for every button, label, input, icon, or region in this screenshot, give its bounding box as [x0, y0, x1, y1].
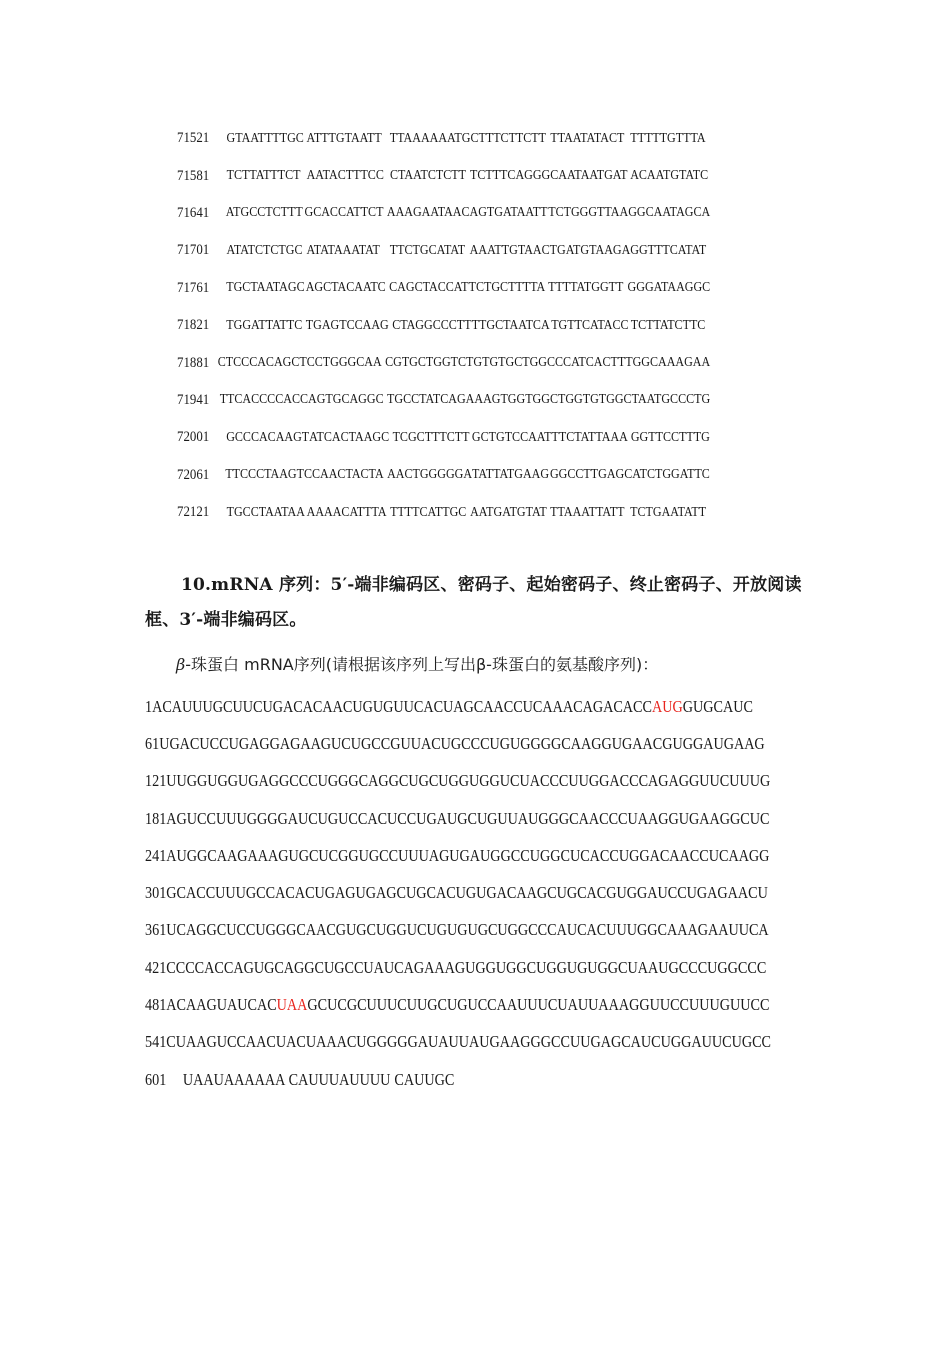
dna-row	[177, 270, 710, 307]
subtitle-text: -珠蛋白 mRNA序列(请根据该序列上写出β-珠蛋白的氨基酸序列)：	[185, 655, 659, 674]
dna-segment: TTAAATTATT	[550, 504, 625, 520]
mrna-segment: UGUGUUCACU	[352, 696, 454, 716]
dna-segment: AATGATGTAT	[470, 504, 547, 520]
dna-segment: CAGTGCAGGC	[299, 392, 384, 408]
mrna-segment: AGUGCUCGGU	[267, 845, 369, 865]
mrna-segment: UUGGACCCAG	[568, 771, 669, 791]
dna-segment: TCTTTCAGGG	[469, 168, 551, 184]
mrna-segment: CCUUUGUUCC	[670, 995, 770, 1015]
dna-segment: AAAGAATAAC	[386, 205, 470, 221]
mrna-position: 61	[145, 733, 160, 753]
dna-segment: CCAACTACTA	[303, 467, 384, 483]
dna-segment: ATCTGGATTC	[632, 467, 710, 483]
mrna-segment: CACACUGAGU	[265, 883, 366, 903]
mrna-segment: GGAUCUGUCC	[267, 808, 368, 828]
mrna-segment: GGGGGAUAUU	[366, 1032, 470, 1052]
mrna-segment: CUACUAAACU	[266, 1032, 367, 1052]
dna-segment: TATTATGAAG	[472, 467, 550, 483]
dna-row	[177, 457, 710, 494]
mrna-segment: UGGUCUACCC	[469, 771, 569, 791]
mrna-segment: GUGGAUGAAG	[662, 733, 765, 753]
dna-segment: TTAAAAAATG	[389, 130, 471, 146]
dna-row	[177, 307, 710, 344]
mrna-segment: ACUCCUGAUG	[367, 808, 468, 828]
dna-segment: TTTTCATTGC	[390, 504, 467, 520]
mrna-segment: AUGGCCUGGC	[469, 845, 570, 865]
dna-segment: ATATAAATAT	[306, 242, 380, 258]
mrna-segment: UGGUGGCUGG	[465, 957, 567, 977]
dna-segment: CAATAATGAT	[550, 168, 628, 184]
dna-segment: TTCTATTAAA	[551, 429, 628, 445]
dna-segment: AGCTACAATC	[305, 280, 386, 296]
dna-segment: AATACTTTCC	[306, 168, 384, 184]
dna-segment: CTCCCACAGC	[217, 355, 300, 371]
dna-segment: CGTGCTGGTC	[385, 355, 467, 371]
mrna-segment: AUGGUGCAUC	[651, 696, 753, 716]
mrna-segment: UUGAGCAUCU	[569, 1032, 671, 1052]
mrna-segment: GGAGAAGUCU	[259, 733, 362, 753]
dna-segment: AAAGTGGTGG	[465, 392, 550, 408]
mrna-position: 1	[145, 696, 153, 716]
dna-segment: TCTGGGTTAA	[548, 205, 629, 221]
dna-segment: AGTGATAATT	[469, 205, 548, 221]
dna-segment: TTGCTAATCA	[471, 317, 550, 333]
dna-segment: ATTTGTAATT	[306, 130, 382, 146]
dna-row	[177, 157, 710, 194]
dna-segment: CAGCTACCAT	[389, 280, 469, 296]
dna-segment: GGCAATAGCA	[628, 205, 711, 221]
dna-segment: TGAGTCCAAG	[305, 317, 389, 333]
dna-segment: GTAATTTTGC	[226, 130, 304, 146]
mrna-position: 241	[145, 845, 167, 865]
dna-segment: GGTTTCATAT	[630, 242, 707, 258]
mrna-segment: AUGAAGGGCC	[469, 1032, 570, 1052]
mrna-row	[145, 986, 770, 1023]
mrna-segment: UCCAAUUUCU	[467, 995, 568, 1015]
section-heading: 10.mRNA 序列：5′-端非编码区、密码子、起始密码子、终止密码子、开放阅读框、3′-端非编码区。	[145, 575, 802, 630]
dna-segment: CTGGTGTGGC	[549, 392, 632, 408]
mrna-segment: AGGUUCUUUG	[668, 771, 771, 791]
mrna-segment: AACAGACACC	[552, 696, 652, 716]
mrna-segment: GUGAAGGCUC	[668, 808, 770, 828]
mrna-segment: UGCUGGCCCA	[467, 920, 567, 940]
dna-segment: TCCTGGGCAA	[299, 355, 382, 371]
mrna-segment: AUGGCAAGAA	[166, 845, 268, 865]
mrna-segment: CCCUGUGGGG	[461, 733, 562, 753]
mrna-segment: GCCUUUAGUG	[368, 845, 470, 865]
dna-row	[177, 419, 710, 456]
dna-row	[177, 120, 710, 157]
dna-segment: ATGCCTCTTT	[225, 205, 303, 221]
dna-position: 71521	[177, 130, 210, 147]
dna-segment: TGCCTATCAG	[387, 392, 466, 408]
dna-row	[177, 494, 710, 531]
mrna-position: 541	[145, 1032, 167, 1052]
mrna-segment: CUGGUCUGUG	[366, 920, 468, 940]
mrna-segment: UCACUUUGGC	[566, 920, 667, 940]
dna-position: 71761	[177, 279, 210, 296]
mrna-segment: GCCCUGGCCC	[668, 957, 767, 977]
dna-position: 71701	[177, 242, 210, 259]
mrna-row	[145, 763, 771, 800]
mrna-position: 301	[145, 883, 167, 903]
dna-segment: TTCCCTAAGT	[225, 467, 304, 483]
dna-segment: TGGCAAAGAA	[625, 355, 711, 371]
mrna-segment: ACAAGUAUCA	[166, 995, 268, 1015]
mrna-position: 481	[145, 995, 167, 1015]
mrna-segment: GCAGGCUGCC	[264, 957, 364, 977]
mrna-segment: UUUCUUGCUG	[366, 995, 468, 1015]
mrna-segment: UCACCUGGAC	[569, 845, 670, 865]
mrna-segment: CUGACACAAC	[253, 696, 353, 716]
mrna-row	[145, 800, 770, 837]
mrna-row	[145, 1024, 772, 1061]
mrna-segment: UUGGUGGUGA	[166, 771, 269, 791]
dna-segment: TTCACCCCAC	[219, 392, 300, 408]
mrna-segment: GAGCUGCACU	[365, 883, 466, 903]
dna-position: 71941	[177, 391, 210, 408]
mrna-segment: GGAUUCUGCC	[670, 1032, 772, 1052]
mrna-segment: AACCUCAAGG	[669, 845, 770, 865]
mrna-segment: UAAUAAAAAA	[182, 1069, 286, 1089]
dna-segment: TCTTATCTTC	[630, 317, 706, 333]
dna-position: 71641	[177, 204, 210, 221]
dna-segment: CCCATCACTT	[546, 355, 626, 371]
dna-segment: GCCCACAAGT	[226, 429, 310, 445]
dna-row	[177, 382, 710, 419]
dna-segment: AACTGGGGGA	[387, 467, 473, 483]
stop-codon: UAA	[276, 995, 308, 1015]
mrna-row	[145, 725, 765, 762]
dna-segment: ACAATGTATC	[630, 168, 709, 184]
mrna-row	[145, 912, 769, 949]
mrna-segment: GCACGUGGAU	[566, 883, 668, 903]
dna-segment: TCTTATTTCT	[226, 168, 301, 184]
dna-segment: ATATCTCTGC	[226, 242, 303, 258]
mrna-segment: AGGCUGCUGG	[368, 771, 470, 791]
dna-segment: TGTTCATACC	[551, 317, 629, 333]
mrna-segment: UCAGGCUCCU	[166, 920, 266, 940]
mrna-position: 421	[145, 957, 167, 977]
dna-segment: GCACCATTCT	[304, 205, 384, 221]
dna-segment: TGCTAATAGC	[226, 280, 305, 296]
dna-position: 71581	[177, 167, 210, 184]
mrna-segment: CCCCACCAGU	[166, 957, 265, 977]
dna-segment: TAATGCCCTG	[631, 392, 711, 408]
dna-segment: TTTTATGGTT	[548, 280, 624, 296]
mrna-segment: CUGUUAUGGG	[467, 808, 570, 828]
mrna-row	[145, 688, 753, 725]
mrna-segment: CAACCCUAAG	[569, 808, 669, 828]
dna-row	[177, 232, 710, 269]
dna-segment: GCTGTCCAAT	[471, 429, 552, 445]
mrna-row	[145, 837, 770, 874]
mrna-row	[145, 1061, 747, 1098]
beta-symbol: β	[176, 655, 186, 674]
mrna-segment: GCACCUUUGC	[166, 883, 266, 903]
dna-sequence-block	[177, 120, 797, 531]
dna-row	[177, 195, 710, 232]
dna-segment: TTTTTGTTTA	[630, 130, 706, 146]
dna-segment: TCGCTTTCTT	[392, 429, 470, 445]
start-codon: AUG	[651, 696, 683, 716]
mrna-sequence-block	[145, 688, 845, 1098]
dna-position: 71821	[177, 317, 210, 334]
mrna-position: 361	[145, 920, 167, 940]
dna-segment: GGGATAAGGC	[627, 280, 711, 296]
dna-segment: TGATGTAAGA	[549, 242, 631, 258]
dna-segment: CTAATCTCTT	[389, 168, 466, 184]
mrna-segment: GGCCCUGGGC	[268, 771, 369, 791]
dna-segment: CTAGGCCCTT	[392, 317, 472, 333]
mrna-segment: UAUCAGAAAG	[363, 957, 466, 977]
mrna-segment: CUAAGCUCGC	[267, 995, 367, 1015]
dna-segment: AAAACATTTA	[306, 504, 387, 520]
dna-segment: CTTTCTTCTT	[470, 130, 547, 146]
dna-segment: GGTTCCTTTG	[630, 429, 710, 445]
mrna-position: 181	[145, 808, 167, 828]
dna-segment: AAATTGTAAC	[469, 242, 550, 258]
dna-position: 72121	[177, 504, 210, 521]
dna-segment: TGCCTAATAA	[226, 504, 305, 520]
mrna-segment: CCUGAGAACU	[667, 883, 768, 903]
mrna-segment: CAUUUAUUUU	[288, 1069, 391, 1089]
dna-segment: GGCCTTGAGC	[549, 467, 633, 483]
mrna-segment: ACAUUUGCUU	[152, 696, 254, 716]
mrna-segment: GGGCAACGUG	[265, 920, 367, 940]
dna-segment: TTAATATACT	[550, 130, 625, 146]
mrna-row	[145, 949, 767, 986]
dna-position: 72001	[177, 429, 210, 446]
mrna-row	[145, 874, 768, 911]
dna-segment: TTCTGCATAT	[389, 242, 466, 258]
mrna-segment: CAAGGUGAAC	[561, 733, 663, 753]
dna-segment: TGGATTATTC	[226, 317, 303, 333]
mrna-position: 601	[145, 1069, 167, 1089]
mrna-segment: GCCGUUACUG	[361, 733, 462, 753]
mrna-segment: AGCAACCUCA	[453, 696, 553, 716]
mrna-segment: AAAGAAUUCA	[666, 920, 769, 940]
dna-position: 71881	[177, 354, 210, 371]
dna-segment: TGTGTGCTGG	[466, 355, 547, 371]
mrna-position: 121	[145, 771, 167, 791]
dna-segment: TCTGCTTTTA	[468, 280, 546, 296]
dna-segment: ATCACTAAGC	[309, 429, 390, 445]
dna-position: 72061	[177, 466, 210, 483]
mrna-segment: GUGACAAGCU	[465, 883, 567, 903]
dna-segment: TCTGAATATT	[630, 504, 707, 520]
mrna-segment: AGUCCUUUGG	[166, 808, 268, 828]
mrna-segment: CUAAGUCCAA	[166, 1032, 267, 1052]
sequence-subtitle	[176, 652, 658, 675]
mrna-segment: CAUUGC	[394, 1069, 455, 1089]
mrna-segment: AUUAAAGGUU	[567, 995, 671, 1015]
mrna-segment: UGACUCCUGA	[159, 733, 260, 753]
dna-row	[177, 344, 710, 381]
mrna-segment: UGUGGCUAAU	[566, 957, 669, 977]
